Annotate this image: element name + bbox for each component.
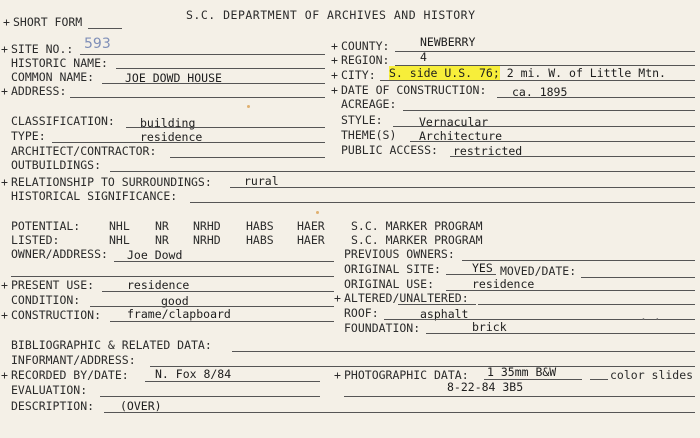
present-use-value: residence: [127, 278, 190, 292]
classification-line: [126, 127, 325, 128]
historic-name-line: [116, 68, 325, 69]
listed-habs: HABS: [246, 233, 274, 247]
public-access-label: PUBLIC ACCESS:: [341, 143, 438, 157]
county-value: NEWBERRY: [420, 35, 476, 49]
original-site-line: [446, 274, 496, 275]
county-label: COUNTY:: [341, 39, 390, 53]
public-access-line: [450, 156, 695, 157]
city-value: [389, 67, 666, 80]
public-access-value: restricted: [453, 144, 523, 158]
construction-label: CONSTRUCTION:: [11, 308, 102, 322]
date-line: [497, 97, 695, 98]
roof-label: ROOF:: [344, 306, 379, 320]
present-use-line: [102, 291, 334, 292]
construction-plus: +: [1, 308, 8, 322]
themes-line: [410, 141, 695, 142]
condition-value: good: [161, 294, 189, 308]
city-plus: +: [331, 68, 338, 82]
construction-value: frame/clapboard: [127, 307, 231, 321]
region-label: REGION:: [341, 53, 390, 67]
style-value: Vernacular: [419, 115, 489, 129]
relationship-plus: +: [1, 175, 8, 189]
historical-significance-label: HISTORICAL SIGNIFICANCE:: [11, 189, 178, 203]
outbuildings-label: OUTBUILDINGS:: [11, 158, 102, 172]
description-line: [104, 412, 695, 413]
ink-speck: [316, 211, 319, 214]
acreage-line: [403, 110, 695, 111]
moved-date-line: [581, 277, 695, 278]
listed-marker: S.C. MARKER PROGRAM: [351, 233, 483, 247]
site-no-line: [80, 54, 325, 55]
agency-title: S.C. DEPARTMENT OF ARCHIVES AND HISTORY: [186, 8, 476, 22]
listed-haer: HAER: [297, 233, 325, 247]
address-plus: +: [1, 84, 8, 98]
foundation-label: FOUNDATION:: [344, 321, 421, 335]
owner-label: OWNER/ADDRESS:: [11, 247, 108, 261]
recorded-label: RECORDED BY/DATE:: [11, 368, 129, 382]
city-label: CITY:: [341, 68, 376, 82]
short-form-plus: +: [3, 15, 10, 29]
present-use-plus: +: [1, 278, 8, 292]
construction-line: [110, 321, 334, 322]
photo-line-2: 8-22-84 3B5: [447, 380, 524, 394]
style-line: [393, 126, 695, 127]
foundation-line: [426, 333, 695, 334]
city-rest: 2 mi. W. of Little Mtn.: [506, 66, 666, 80]
bibliographic-line: [232, 351, 695, 352]
classification-label: CLASSIFICATION:: [11, 114, 115, 128]
style-label: STYLE:: [341, 113, 383, 127]
informant-label: INFORMANT/ADDRESS:: [11, 353, 136, 367]
recorded-value: N. Fox 8/84: [155, 367, 232, 381]
ink-marks: · ·: [640, 312, 661, 326]
original-use-value: residence: [472, 277, 535, 291]
region-plus: +: [331, 53, 338, 67]
recorded-line: [145, 381, 320, 382]
photo-plus: +: [334, 368, 341, 382]
architect-line: [170, 157, 325, 158]
region-value: 4: [420, 50, 427, 64]
historical-significance-line: [190, 202, 695, 203]
themes-value: Architecture: [419, 129, 503, 143]
common-name-value: JOE DOWD HOUSE: [125, 71, 222, 85]
informant-line: [150, 366, 695, 367]
foundation-value: brick: [472, 320, 507, 334]
recorded-plus: +: [1, 368, 8, 382]
type-line: [52, 142, 325, 143]
owner-line: [114, 261, 334, 262]
altered-label: ALTERED/UNALTERED:: [344, 291, 469, 305]
outbuildings-line: [110, 171, 695, 172]
altered-line: [478, 304, 695, 305]
altered-plus: +: [334, 291, 341, 305]
potential-nr: NR: [155, 219, 169, 233]
original-use-line: [446, 290, 695, 291]
color-slides-blank: [590, 379, 608, 380]
short-form-line: [88, 28, 122, 29]
city-highlight: S. side U.S. 76;: [389, 66, 500, 80]
date-plus: +: [331, 83, 338, 97]
previous-owners-line: [462, 260, 695, 261]
short-form-label: SHORT FORM: [13, 15, 83, 29]
relationship-label: RELATIONSHIP TO SURROUNDINGS:: [11, 175, 212, 189]
roof-value: asphalt: [420, 307, 469, 321]
evaluation-line-right: [344, 396, 695, 397]
date-label: DATE OF CONSTRUCTION:: [341, 83, 487, 97]
owner-line-2: [11, 276, 334, 277]
common-name-line: [102, 83, 325, 84]
description-value: (OVER): [120, 399, 162, 413]
county-line: [395, 51, 695, 52]
condition-label: CONDITION:: [11, 293, 81, 307]
listed-nrhd: NRHD: [193, 233, 221, 247]
listed-label: LISTED:: [11, 233, 60, 247]
acreage-label: ACREAGE:: [341, 97, 397, 111]
potential-label: POTENTIAL:: [11, 219, 81, 233]
bibliographic-label: BIBLIOGRAPHIC & RELATED DATA:: [11, 338, 212, 352]
original-site-label: ORIGINAL SITE:: [344, 262, 441, 276]
classification-value: building: [140, 116, 196, 130]
description-label: DESCRIPTION:: [11, 399, 95, 413]
potential-nrhd: NRHD: [193, 219, 221, 233]
relationship-value: rural: [244, 174, 279, 188]
unaltered-underline: [398, 304, 476, 305]
ink-speck: [247, 105, 250, 108]
historic-name-label: HISTORIC NAME:: [11, 56, 108, 70]
date-value: ca. 1895: [512, 85, 568, 99]
photo-label: PHOTOGRAPHIC DATA:: [344, 368, 469, 382]
original-site-value: YES: [472, 261, 493, 275]
photo-line-1: 1 35mm B&W: [487, 365, 557, 379]
site-no-plus: +: [1, 42, 8, 56]
evaluation-label: EVALUATION:: [11, 383, 88, 397]
site-no-value: 593: [84, 36, 111, 52]
owner-value: Joe Dowd: [127, 248, 183, 262]
city-line: [380, 80, 695, 81]
county-plus: +: [331, 39, 338, 53]
type-label: TYPE:: [11, 129, 46, 143]
potential-haer: HAER: [297, 219, 325, 233]
address-line: [70, 97, 325, 98]
common-name-label: COMMON NAME:: [11, 70, 95, 84]
themes-label: THEME(S): [341, 128, 397, 142]
site-no-label: SITE NO.:: [11, 42, 74, 56]
potential-nhl: NHL: [109, 219, 130, 233]
architect-label: ARCHITECT/CONTRACTOR:: [11, 144, 157, 158]
relationship-line: [230, 187, 695, 188]
previous-owners-label: PREVIOUS OWNERS:: [344, 247, 455, 261]
potential-marker: S.C. MARKER PROGRAM: [351, 219, 483, 233]
present-use-label: PRESENT USE:: [11, 278, 95, 292]
type-value: residence: [140, 130, 203, 144]
original-use-label: ORIGINAL USE:: [344, 277, 435, 291]
color-slides-label: color slides: [610, 368, 694, 382]
potential-habs: HABS: [246, 219, 274, 233]
listed-nr: NR: [155, 233, 169, 247]
evaluation-line: [100, 396, 320, 397]
listed-nhl: NHL: [109, 233, 130, 247]
address-label: ADDRESS:: [11, 84, 67, 98]
moved-date-label: MOVED/DATE:: [500, 264, 577, 278]
